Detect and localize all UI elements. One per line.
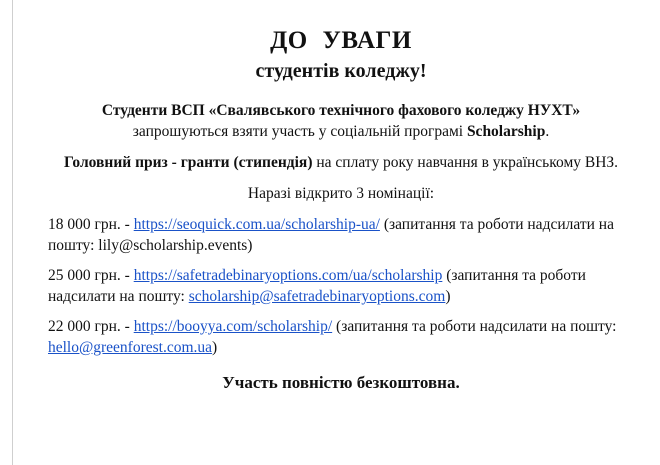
nomination-email-link[interactable]: scholarship@safetradebinaryoptions.com bbox=[188, 288, 446, 305]
nomination-note: (запитання та роботи надсилати на пошту: bbox=[48, 267, 586, 305]
nomination-item-1 bbox=[36, 214, 646, 256]
nomination-item-3 bbox=[36, 316, 646, 358]
nomination-note-end: ) bbox=[212, 339, 218, 356]
nomination-email-link[interactable]: hello@greenforest.com.ua bbox=[48, 339, 213, 356]
intro-end: . bbox=[545, 123, 550, 140]
nomination-link[interactable]: https://seoquick.com.ua/scholarship-ua/ bbox=[133, 216, 380, 233]
page-title bbox=[36, 26, 646, 56]
nomination-amount: 22 000 грн. - bbox=[48, 318, 130, 335]
document-page bbox=[36, 26, 646, 393]
nomination-link[interactable]: https://safetradebinaryoptions.com/ua/scholarship bbox=[133, 267, 443, 284]
title-part2: УВАГИ bbox=[322, 27, 412, 54]
page-border bbox=[12, 0, 13, 465]
nomination-amount: 18 000 грн. - bbox=[48, 216, 130, 233]
closing-text: Участь повністю безкоштовна. bbox=[222, 373, 460, 392]
nomination-amount: 25 000 грн. - bbox=[48, 267, 130, 284]
intro-paragraph bbox=[36, 100, 646, 142]
nomination-link[interactable]: https://booyya.com/scholarship/ bbox=[133, 318, 333, 335]
intro-text: запрошуються взяти участь у соціальній програмі bbox=[132, 123, 464, 140]
page-subtitle: студентів коледжу! bbox=[255, 60, 427, 82]
title-part1: ДО bbox=[270, 27, 308, 54]
nomination-item-2 bbox=[36, 265, 646, 307]
nomination-note: (запитання та роботи надсилати на пошту: lily@scholarship.events) bbox=[48, 216, 614, 254]
nomination-note-end: ) bbox=[445, 288, 451, 305]
intro-bold-lead: Студенти ВСП «Свалявського технічного фахового коледжу НУХТ» bbox=[101, 102, 581, 119]
open-nominations-text: Наразі відкрито 3 номінації: bbox=[247, 185, 435, 202]
nomination-note: (запитання та роботи надсилати на пошту: bbox=[336, 318, 617, 335]
prize-text: на сплату року навчання в українському ВНЗ. bbox=[316, 154, 619, 171]
prize-paragraph bbox=[36, 152, 646, 173]
program-name: Scholarship bbox=[466, 123, 546, 140]
prize-bold: Головний приз - гранти (стипендія) bbox=[63, 154, 313, 171]
